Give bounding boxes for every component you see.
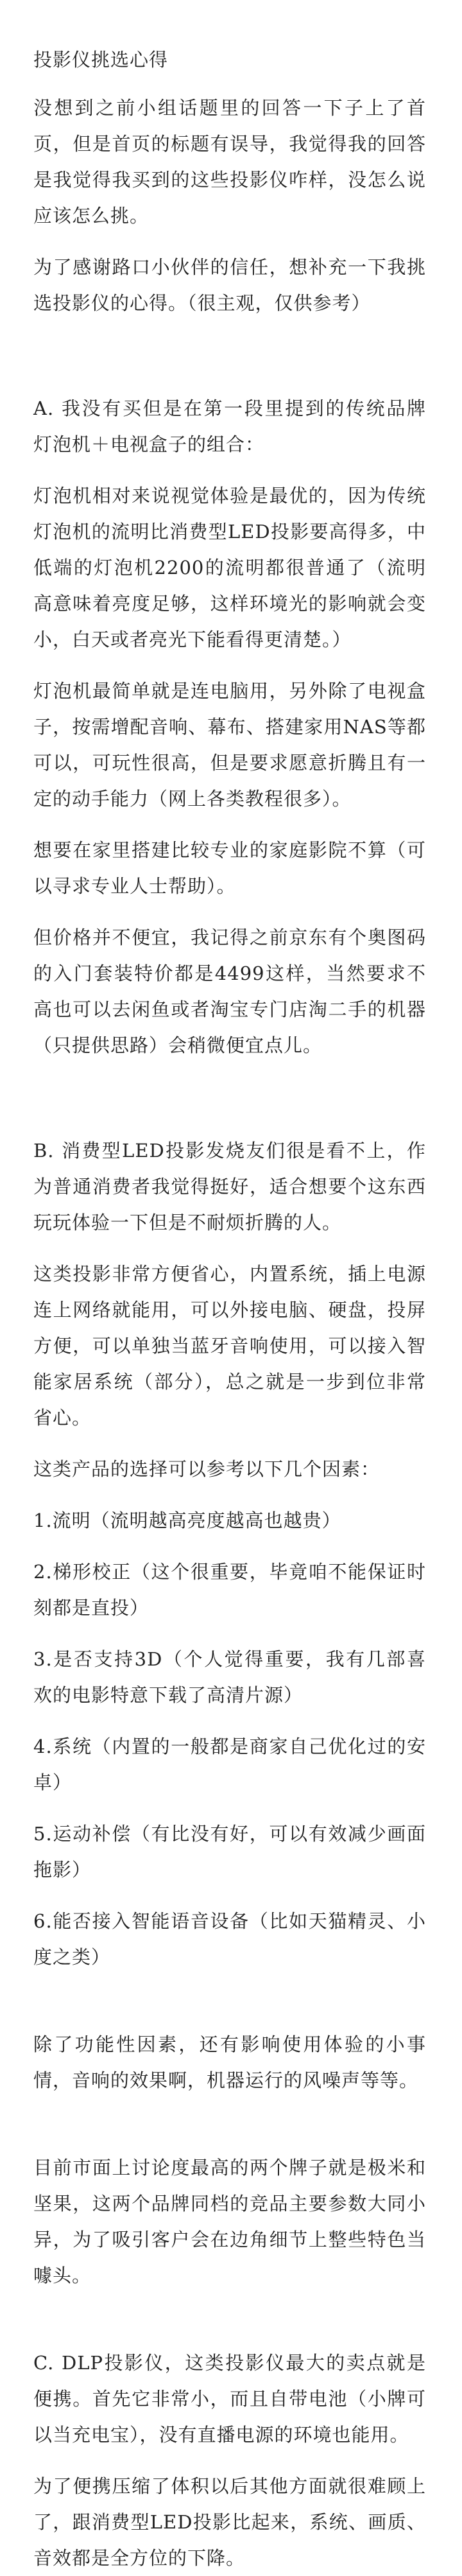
section-divider	[33, 336, 426, 390]
section-a-paragraph: 灯泡机相对来说视觉体验是最优的，因为传统灯泡机的流明比消费型LED投影要高得多，中低端的灯泡机2200的流明都很普通了（流明高意味着亮度足够，这样环境光的影响就会变小，白天或者亮光下能看得更清楚。）	[33, 485, 426, 650]
factor-item: 3.是否支持3D（个人觉得重要，我有几部喜欢的电影特意下载了高清片源）	[33, 1648, 426, 1706]
section-divider	[33, 2309, 426, 2345]
article-title: 投影仪挑选心得	[33, 49, 169, 71]
section-a-paragraph: 灯泡机最简单就是连电脑用，另外除了电视盒子，按需增配音响、幕布、搭建家用NAS等都可以，可玩性很高，但是要求愿意折腾且有一定的动手能力（网上各类教程很多）。	[33, 680, 426, 810]
factor-item: 2.梯形校正（这个很重要，毕竟咱不能保证时刻都是直投）	[33, 1561, 426, 1619]
market-paragraph: 目前市面上讨论度最高的两个牌子就是极米和坚果，这两个品牌同档的竞品主要参数大同小异，为了吸引客户会在边角细节上整些特色当噱头。	[33, 2157, 426, 2286]
section-b-paragraph: 这类产品的选择可以参考以下几个因素：	[33, 1458, 381, 1480]
section-a-heading: A. 我没有买但是在第一段里提到的传统品牌灯泡机＋电视盒子的组合：	[33, 397, 426, 455]
extra-paragraph: 除了功能性因素，还有影响使用体验的小事情，音响的效果啊，机器运行的风噪声等等。	[33, 2033, 426, 2091]
factor-item: 5.运动补偿（有比没有好，可以有效减少画面拖影）	[33, 1823, 426, 1881]
factor-item: 6.能否接入智能语音设备（比如天猫精灵、小度之类）	[33, 1910, 426, 1968]
intro-paragraph: 没想到之前小组话题里的回答一下子上了首页，但是首页的标题有误导，我觉得我的回答是我觉得我买到的这些投影仪咋样，没怎么说应该怎么挑。	[33, 97, 426, 227]
section-b-paragraph: 这类投影非常方便省心，内置系统，插上电源连上网络就能用，可以外接电脑、硬盘，投屏方便，可以单独当蓝牙音响使用，可以接入智能家居系统（部分），总之就是一步到位非常省心。	[33, 1263, 426, 1429]
section-c-heading: C. DLP投影仪，这类投影仪最大的卖点就是便携。首先它非常小，而且自带电池（小牌可以当充电宝），没有直播电源的环境也能用。	[33, 2352, 426, 2446]
factor-item: 1.流明（流明越高亮度越高也越贵）	[33, 1510, 341, 1531]
section-a-paragraph: 想要在家里搭建比较专业的家庭影院不算（可以寻求专业人士帮助）。	[33, 839, 426, 897]
intro-paragraph: 为了感谢路口小伙伴的信任，想补充一下我挑选投影仪的心得。（很主观，仅供参考）	[33, 256, 426, 314]
section-b-heading: B. 消费型LED投影发烧友们很是看不上，作为普通消费者我觉得挺好，适合想要个这东西玩玩体验一下但是不耐烦折腾的人。	[33, 1140, 426, 1233]
section-c-paragraph: 为了便携压缩了体积以后其他方面就很难顾上了，跟消费型LED投影比起来，系统、画质、音效都是全方位的下降。	[33, 2475, 426, 2569]
section-a-paragraph: 但价格并不便宜，我记得之前京东有个奥图码的入门套装特价都是4499这样，当然要求不高也可以去闲鱼或者淘宝专门店淘二手的机器（只提供思路）会稍微便宜点儿。	[33, 927, 426, 1056]
factor-item: 4.系统（内置的一般都是商家自己优化过的安卓）	[33, 1736, 426, 1793]
section-divider	[33, 1079, 426, 1133]
section-divider	[33, 1990, 426, 2026]
section-divider	[33, 2114, 426, 2150]
